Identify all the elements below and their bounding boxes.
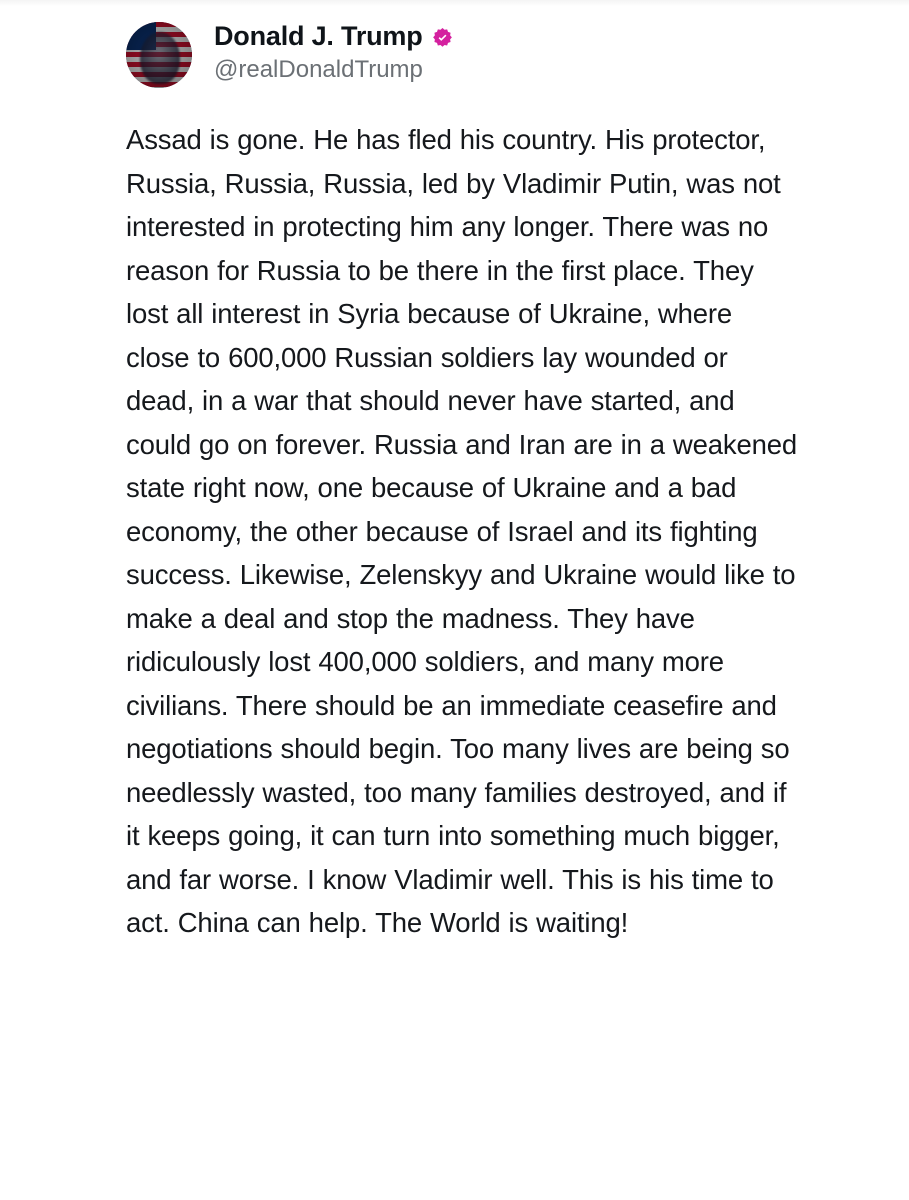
- display-name: Donald J. Trump: [214, 21, 423, 51]
- verified-check-icon: [432, 27, 453, 48]
- post-text: Assad is gone. He has fled his country. His protector, Russia, Russia, Russia, led by Vladimir Putin, was not interested in protecting him any longer. There was no reason for Russia to be there in the first place. They lost all interest in Syria because of Ukraine, where close to 600,000 Russian soldiers lay wounded or dead, in a war that should never have started, and could go on forever. Russia and Iran are in a weakened state right now, one because of Ukraine and a bad economy, the other because of Israel and its fighting success. Likewise, Zelenskyy and Ukraine would like to make a deal and stop the madness. They have ridiculously lost 400,000 soldiers, and many more civilians. There should be an immediate ceasefire and negotiations should begin. Too many lives are being so needlessly wasted, too many families destroyed, and if it keeps going, it can turn into something much bigger, and far worse. I know Vladimir well. This is his time to act. China can help. The World is waiting!: [126, 124, 798, 938]
- avatar[interactable]: [126, 22, 192, 88]
- author-handle[interactable]: @realDonaldTrump: [214, 55, 423, 83]
- author-names: [214, 18, 453, 83]
- avatar-shading: [126, 22, 192, 88]
- top-edge-divider: [0, 0, 909, 6]
- post-header: [0, 0, 909, 88]
- post-body: [0, 88, 909, 945]
- display-name-row: [214, 22, 453, 52]
